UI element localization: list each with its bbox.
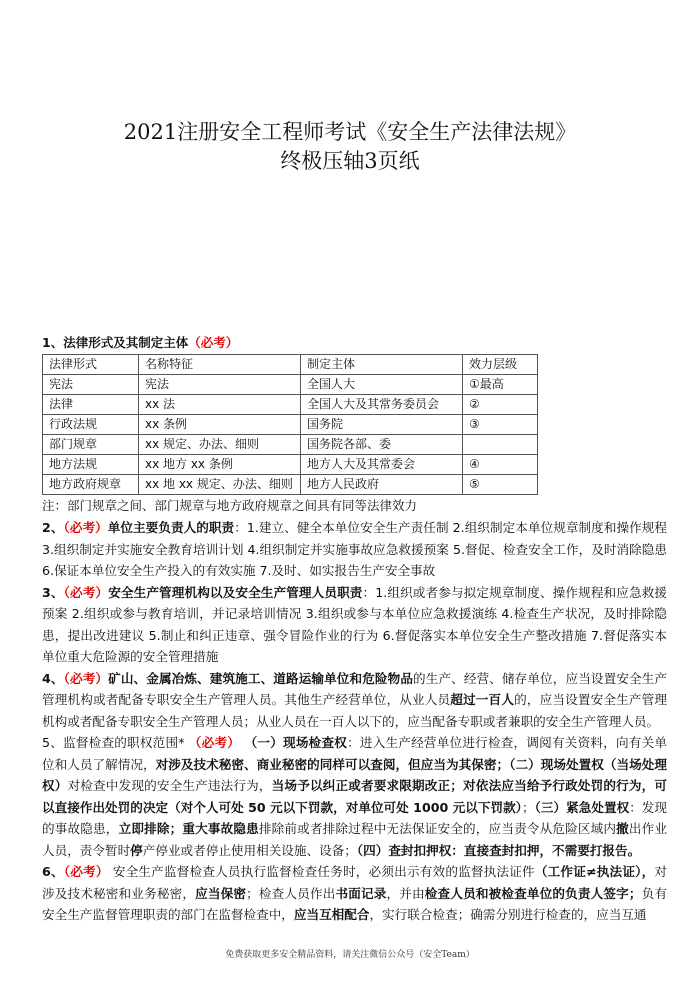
table-cell: ①最高 xyxy=(463,375,538,395)
table-cell: 全国人大 xyxy=(301,375,463,395)
table-row xyxy=(43,435,538,455)
table-row xyxy=(43,375,538,395)
text: 的，应当设置安全生产管理机构或者配备专职安全生产管理人员；从业人员在一百人以下的，应当配备专职或者兼职的安全生产管理人员。 xyxy=(42,692,668,729)
bold-text: （一）现场检查权 xyxy=(240,735,348,750)
text: 出作业人员，责令暂时 xyxy=(42,821,668,858)
paragraph-3 xyxy=(42,582,667,668)
text: 5、监督检查的职权范围* xyxy=(42,735,189,750)
section-1-heading xyxy=(42,334,667,352)
text: 产停业或者停止使用相关设施、设备； xyxy=(142,842,357,858)
title-line-2: 终极压轴3页纸 xyxy=(280,149,420,173)
paragraph-4 xyxy=(42,668,667,733)
content-flow xyxy=(42,334,667,982)
table-cell: 地方政府规章 xyxy=(43,475,139,495)
table-cell: 部门规章 xyxy=(43,435,139,455)
paragraph-2 xyxy=(42,517,667,582)
table-cell: ⑤ xyxy=(463,475,538,495)
bold-text: 矿山、金属冶炼、建筑施工、道路运输单位和危险物品 xyxy=(108,670,414,686)
page-footer: 免费获取更多安全精品资料，请关注微信公众号（安全Team） xyxy=(225,949,475,960)
bold-text: 安全生产管理机构以及安全生产管理人员职责 xyxy=(108,584,363,600)
table-note: 注：部门规章之间、部门规章与地方政府规章之间具有同等法律效力 xyxy=(42,498,418,513)
table-cell xyxy=(463,435,538,455)
bold-text: （四）查封扣押权：直接查封扣押，不需要打报告。 xyxy=(356,842,641,858)
table-cell: ② xyxy=(463,395,538,415)
bold-text: （三）紧急处置权 xyxy=(534,799,630,815)
bold-text: 立即排除；重大事故隐患 xyxy=(118,821,259,836)
table-row xyxy=(43,415,538,435)
must-test-tag: （必考） xyxy=(188,335,239,350)
table-cell: 全国人大及其常务委员会 xyxy=(301,395,463,415)
text: 负有安全生产监督管理职责的部门在监督检查中， xyxy=(42,885,668,922)
table-cell: 名称特征 xyxy=(139,355,301,375)
table-cell: 国务院 xyxy=(301,415,463,435)
table-row xyxy=(43,395,538,415)
bold-text: 应当保密 xyxy=(195,885,247,901)
table-cell: xx 地方 xx 条例 xyxy=(139,455,301,475)
text: ：1.建立、健全本单位安全生产责任制 2.组织制定本单位规章制度和操作规程 3.组织制定并实施安全教育培训计划 4.组织制定并实施事故应急救援预案 5.督促、检查安全工作，及时消除隐患 6.保证本单位安全生产投入的有效实施 7.及时、如实报告生产安全事故 xyxy=(42,520,667,578)
text: 安全生产监督检查人员执行监督检查任务时，必须出示有效的监督执法证件 xyxy=(108,864,535,879)
bold-text: 3、 xyxy=(42,584,64,600)
must-test-tag: （必考） xyxy=(63,520,108,535)
must-test-tag: （必考） xyxy=(63,864,109,879)
table-cell: 地方法规 xyxy=(43,455,139,475)
text: ； xyxy=(522,799,535,815)
paragraph-5 xyxy=(42,732,667,861)
table-cell: 地方人大及其常委会 xyxy=(301,455,463,475)
table-cell: 法律形式 xyxy=(43,355,139,375)
text: ，实行联合检查；确需分别进行检查的，应当互通 xyxy=(369,907,647,922)
bold-text: 当场予以纠正或者要求限期改正；对依法应当给予行政处罚的行为，可以直接作出处罚的决定（对个人可处 50 元以下罚款，对单位可处 1000 元以下罚款） xyxy=(42,778,668,815)
text: 对涉及技术秘密和业务秘密， xyxy=(42,864,667,901)
must-test-tag: （必考） xyxy=(63,670,109,686)
bold-text: 应当互相配合 xyxy=(293,907,370,922)
bold-text: 4、 xyxy=(42,670,64,686)
bold-text: 撤 xyxy=(616,821,629,836)
section-1-title: 1、法律形式及其制定主体 xyxy=(42,335,189,350)
text: ：1.组织或者参与拟定规章制度、操作规程和应急救援预案 2.组织或参与教育培训，并记录培训情况 3.组织或参与本单位应急救援演练 4.检查生产状况，及时排除隐患，提出改进建议 5.制止和纠正违章、强令冒险作业的行为 6.督促落实本单位安全生产整改措施 7.督促落实本单位重大危险源的安全管理措施 xyxy=(42,584,668,664)
bold-text: 6、 xyxy=(42,864,64,879)
bold-text: 2、 xyxy=(42,520,64,535)
table-cell: xx 规定、办法、细则 xyxy=(139,435,301,455)
must-test-tag: （必考） xyxy=(188,735,241,750)
table-header-row xyxy=(43,355,538,375)
text: ；检查人员作出 xyxy=(246,885,336,901)
bold-text: 对涉及技术秘密、商业秘密的同样可以查阅，但应当为其保密；（二）现场处置权（当场处理权） xyxy=(42,756,667,793)
table-cell: ③ xyxy=(463,415,538,435)
table-cell: 效力层级 xyxy=(463,355,538,375)
document-body xyxy=(42,517,667,926)
law-forms-table xyxy=(42,354,538,495)
table-cell: 行政法规 xyxy=(43,415,139,435)
must-test-tag: （必考） xyxy=(63,584,109,600)
paragraph-6 xyxy=(42,861,667,926)
table-cell: 宪法 xyxy=(43,375,139,395)
bold-text: 检查人员和被检查单位的负责人签字； xyxy=(424,885,642,901)
bold-text: 书面记录 xyxy=(335,885,387,901)
table-row xyxy=(43,475,538,495)
table-row xyxy=(43,455,538,475)
table-cell: xx 法 xyxy=(139,395,301,415)
table-cell: 国务院各部、委 xyxy=(301,435,463,455)
document-title xyxy=(0,118,700,176)
table-cell: xx 地 xx 规定、办法、细则 xyxy=(139,475,301,495)
text: ，并由 xyxy=(386,885,425,901)
table-cell: 宪法 xyxy=(139,375,301,395)
table-cell: 法律 xyxy=(43,395,139,415)
title-line-1: 2021注册安全工程师考试《安全生产法律法规》 xyxy=(123,120,577,144)
table-cell: 地方人民政府 xyxy=(301,475,463,495)
text: 排除前或者排除过程中无法保证安全的，应当责令从危险区域内 xyxy=(258,821,617,836)
table-cell: 制定主体 xyxy=(301,355,463,375)
text: 的生产、经营、储存单位，应当设置安全生产管理机构或者配备专职安全生产管理人员。其他生产经营单位，从业人员 xyxy=(42,670,668,707)
table-cell: xx 条例 xyxy=(139,415,301,435)
bold-text: 单位主要负责人的职责 xyxy=(107,520,235,535)
bold-text: 停 xyxy=(130,842,143,858)
text: ：发现的事故隐患， xyxy=(42,799,667,836)
bold-text: （工作证≠执法证）， xyxy=(534,864,655,879)
bold-text: 超过一百人 xyxy=(450,692,515,707)
table-cell: ④ xyxy=(463,455,538,475)
text: ：进入生产经营单位进行检查，调阅有关资料，向有关单位和人员了解情况， xyxy=(42,735,668,772)
text: 对检查中发现的安全生产违法行为， xyxy=(67,778,272,793)
